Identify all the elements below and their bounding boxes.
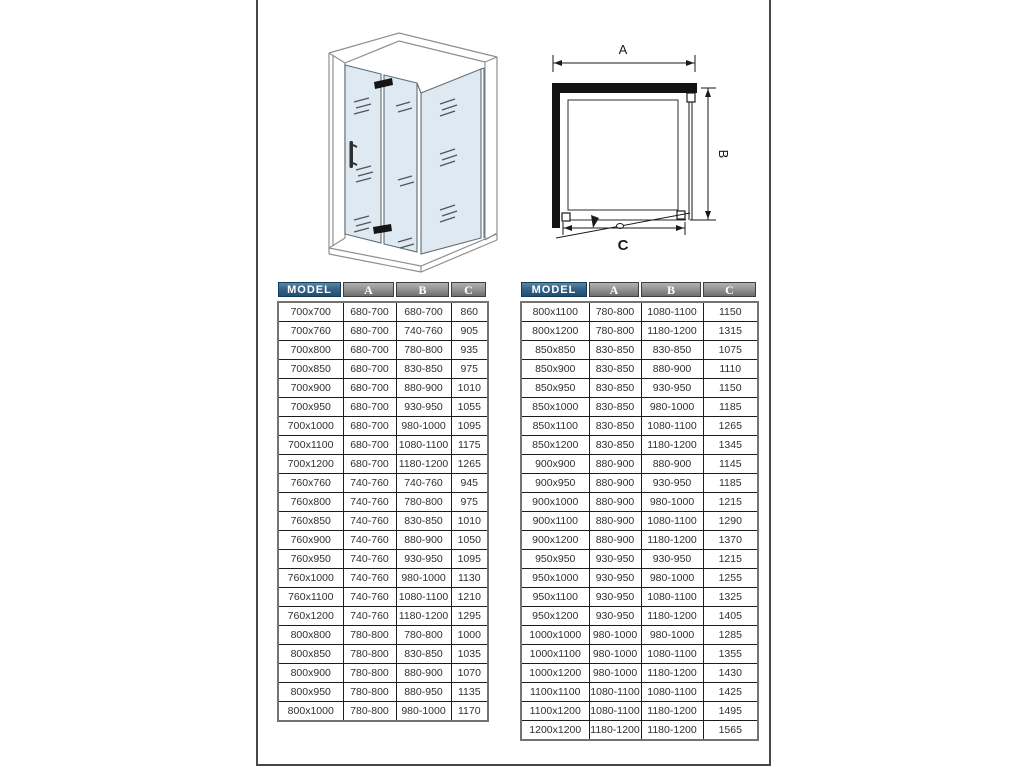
cell-a: 680-700 [343, 341, 396, 360]
cell-b: 1080-1100 [641, 302, 703, 322]
cell-b: 880-900 [396, 531, 451, 550]
cell-c: 1210 [451, 588, 488, 607]
cell-model: 850x900 [521, 360, 589, 379]
cell-b: 880-900 [396, 379, 451, 398]
table-row [278, 341, 488, 360]
cell-model: 760x900 [278, 531, 343, 550]
table-row [521, 322, 758, 341]
cell-c: 1405 [703, 607, 758, 626]
cell-a: 740-760 [343, 607, 396, 626]
column-header-a: A [343, 282, 394, 297]
cell-b: 930-950 [641, 379, 703, 398]
page-border-left [256, 0, 258, 766]
cell-c: 1265 [703, 417, 758, 436]
plan-shower-tray [568, 100, 678, 210]
cell-c: 1010 [451, 379, 488, 398]
cell-a: 880-900 [589, 474, 641, 493]
cell-model: 800x950 [278, 683, 343, 702]
cell-model: 760x950 [278, 550, 343, 569]
cell-model: 700x1200 [278, 455, 343, 474]
table-row [278, 512, 488, 531]
column-header-model: MODEL [521, 282, 587, 297]
table-row [278, 550, 488, 569]
cell-a: 740-760 [343, 550, 396, 569]
cell-a: 680-700 [343, 302, 396, 322]
cell-c: 1095 [451, 417, 488, 436]
table-row [521, 702, 758, 721]
cell-b: 830-850 [396, 360, 451, 379]
table-row [521, 626, 758, 645]
cell-model: 950x950 [521, 550, 589, 569]
cell-model: 700x700 [278, 302, 343, 322]
cell-model: 700x760 [278, 322, 343, 341]
plan-dimension-diagram [535, 28, 770, 263]
table-row [278, 322, 488, 341]
column-header-b: B [396, 282, 449, 297]
cell-model: 1000x1100 [521, 645, 589, 664]
table-row [521, 683, 758, 702]
cell-a: 1080-1100 [589, 702, 641, 721]
cell-a: 830-850 [589, 341, 641, 360]
cell-model: 1000x1000 [521, 626, 589, 645]
cell-model: 800x1000 [278, 702, 343, 722]
cell-a: 780-800 [343, 702, 396, 722]
table-row [278, 474, 488, 493]
spec-table-right [520, 282, 757, 741]
side-glass-panel [421, 69, 481, 254]
cell-a: 830-850 [589, 379, 641, 398]
cell-c: 1145 [703, 455, 758, 474]
cell-b: 1180-1200 [641, 322, 703, 341]
cell-model: 900x1000 [521, 493, 589, 512]
table-row [278, 302, 488, 322]
cell-model: 850x950 [521, 379, 589, 398]
cell-a: 680-700 [343, 322, 396, 341]
cell-a: 1080-1100 [589, 683, 641, 702]
cell-b: 880-900 [641, 455, 703, 474]
cell-c: 1185 [703, 474, 758, 493]
cell-a: 740-760 [343, 569, 396, 588]
plan-top-wall [552, 83, 697, 93]
cell-b: 1180-1200 [641, 664, 703, 683]
cell-c: 1135 [451, 683, 488, 702]
table-row [278, 493, 488, 512]
cell-c: 975 [451, 493, 488, 512]
cell-a: 680-700 [343, 436, 396, 455]
cell-a: 930-950 [589, 607, 641, 626]
isometric-enclosure-diagram [288, 14, 528, 274]
cell-model: 800x850 [278, 645, 343, 664]
cell-a: 930-950 [589, 569, 641, 588]
cell-a: 680-700 [343, 379, 396, 398]
cell-model: 950x1100 [521, 588, 589, 607]
cell-c: 1035 [451, 645, 488, 664]
table-row [521, 512, 758, 531]
table-row [278, 531, 488, 550]
cell-model: 760x1100 [278, 588, 343, 607]
cell-c: 1290 [703, 512, 758, 531]
table-row [278, 455, 488, 474]
cell-c: 1075 [703, 341, 758, 360]
table-row [521, 360, 758, 379]
cell-a: 680-700 [343, 455, 396, 474]
cell-a: 680-700 [343, 417, 396, 436]
cell-c: 1130 [451, 569, 488, 588]
cell-model: 800x900 [278, 664, 343, 683]
cell-a: 880-900 [589, 531, 641, 550]
cell-model: 1100x1200 [521, 702, 589, 721]
table-row [278, 569, 488, 588]
cell-b: 1080-1100 [641, 683, 703, 702]
cell-a: 830-850 [589, 398, 641, 417]
cell-model: 950x1200 [521, 607, 589, 626]
cell-b: 830-850 [396, 645, 451, 664]
cell-a: 740-760 [343, 493, 396, 512]
table-row [521, 455, 758, 474]
cell-c: 1295 [451, 607, 488, 626]
cell-c: 860 [451, 302, 488, 322]
cell-b: 1080-1100 [641, 588, 703, 607]
cell-a: 780-800 [589, 302, 641, 322]
cell-b: 880-900 [641, 360, 703, 379]
cell-b: 980-1000 [396, 417, 451, 436]
table-row [278, 702, 488, 722]
cell-a: 1180-1200 [589, 721, 641, 741]
table-row [521, 721, 758, 741]
table-row [278, 436, 488, 455]
cell-c: 1150 [703, 379, 758, 398]
table-row [278, 607, 488, 626]
cell-b: 780-800 [396, 493, 451, 512]
cell-b: 1080-1100 [396, 436, 451, 455]
cell-c: 935 [451, 341, 488, 360]
cell-c: 1215 [703, 550, 758, 569]
column-header-model: MODEL [278, 282, 341, 297]
cell-a: 740-760 [343, 588, 396, 607]
cell-b: 1080-1100 [641, 512, 703, 531]
plan-left-wall [552, 83, 560, 228]
table-row [521, 569, 758, 588]
cell-b: 930-950 [396, 550, 451, 569]
table-row [521, 493, 758, 512]
cell-model: 700x950 [278, 398, 343, 417]
table-row [521, 436, 758, 455]
cell-b: 880-950 [396, 683, 451, 702]
cell-a: 680-700 [343, 360, 396, 379]
cell-b: 980-1000 [641, 493, 703, 512]
cell-model: 700x1100 [278, 436, 343, 455]
cell-model: 800x1200 [521, 322, 589, 341]
cell-a: 740-760 [343, 474, 396, 493]
table-row [521, 417, 758, 436]
cell-c: 1000 [451, 626, 488, 645]
cell-model: 900x950 [521, 474, 589, 493]
cell-b: 880-900 [396, 664, 451, 683]
cell-model: 1200x1200 [521, 721, 589, 741]
cell-model: 1000x1200 [521, 664, 589, 683]
cell-model: 850x1200 [521, 436, 589, 455]
table-row [278, 645, 488, 664]
cell-model: 760x850 [278, 512, 343, 531]
table-row [278, 683, 488, 702]
cell-b: 780-800 [396, 341, 451, 360]
cell-model: 700x850 [278, 360, 343, 379]
column-header-c: C [451, 282, 486, 297]
cell-a: 830-850 [589, 436, 641, 455]
cell-c: 1370 [703, 531, 758, 550]
cell-model: 700x1000 [278, 417, 343, 436]
table-row [521, 398, 758, 417]
cell-a: 780-800 [343, 645, 396, 664]
door-direction-arrow-icon [591, 215, 599, 228]
column-header-b: B [641, 282, 701, 297]
cell-b: 830-850 [641, 341, 703, 360]
cell-a: 930-950 [589, 550, 641, 569]
cell-b: 980-1000 [641, 398, 703, 417]
cell-a: 740-760 [343, 512, 396, 531]
cell-a: 980-1000 [589, 626, 641, 645]
cell-c: 1110 [703, 360, 758, 379]
table-row [521, 588, 758, 607]
cell-c: 905 [451, 322, 488, 341]
cell-a: 880-900 [589, 512, 641, 531]
cell-b: 930-950 [396, 398, 451, 417]
table-row [278, 360, 488, 379]
table-row [278, 417, 488, 436]
cell-b: 680-700 [396, 302, 451, 322]
cell-c: 1095 [451, 550, 488, 569]
cell-b: 1080-1100 [641, 645, 703, 664]
cell-a: 980-1000 [589, 645, 641, 664]
spec-table-left [277, 282, 487, 722]
table-row [278, 664, 488, 683]
dimension-c-label: C [617, 237, 629, 254]
cell-c: 1315 [703, 322, 758, 341]
table-row [278, 379, 488, 398]
cell-c: 1175 [451, 436, 488, 455]
cell-c: 1070 [451, 664, 488, 683]
table-row [521, 607, 758, 626]
cell-model: 760x800 [278, 493, 343, 512]
column-header-c: C [703, 282, 756, 297]
cell-model: 760x760 [278, 474, 343, 493]
cell-c: 1185 [703, 398, 758, 417]
cell-c: 1055 [451, 398, 488, 417]
table-row [521, 302, 758, 322]
dimension-b [690, 88, 716, 220]
cell-c: 1495 [703, 702, 758, 721]
cell-a: 880-900 [589, 455, 641, 474]
cell-model: 850x850 [521, 341, 589, 360]
cell-c: 1150 [703, 302, 758, 322]
cell-a: 980-1000 [589, 664, 641, 683]
cell-model: 700x800 [278, 341, 343, 360]
cell-c: 1430 [703, 664, 758, 683]
cell-model: 850x1000 [521, 398, 589, 417]
cell-c: 1355 [703, 645, 758, 664]
table-row [521, 531, 758, 550]
cell-c: 1425 [703, 683, 758, 702]
table-row [278, 626, 488, 645]
cell-b: 830-850 [396, 512, 451, 531]
table-row [521, 664, 758, 683]
table-row [521, 645, 758, 664]
cell-a: 880-900 [589, 493, 641, 512]
cell-b: 1180-1200 [641, 436, 703, 455]
cell-a: 830-850 [589, 360, 641, 379]
cell-b: 1180-1200 [641, 531, 703, 550]
cell-c: 1010 [451, 512, 488, 531]
dimension-a-label: A [618, 42, 628, 57]
cell-c: 1265 [451, 455, 488, 474]
cell-c: 1170 [451, 702, 488, 722]
cell-b: 740-760 [396, 474, 451, 493]
cell-b: 980-1000 [641, 569, 703, 588]
table-row [278, 398, 488, 417]
cell-a: 740-760 [343, 531, 396, 550]
cell-c: 975 [451, 360, 488, 379]
cell-a: 830-850 [589, 417, 641, 436]
cell-model: 760x1200 [278, 607, 343, 626]
cell-a: 780-800 [589, 322, 641, 341]
table-row [278, 588, 488, 607]
dimension-b-label: B [716, 149, 731, 159]
cell-b: 780-800 [396, 626, 451, 645]
cell-model: 850x1100 [521, 417, 589, 436]
cell-model: 700x900 [278, 379, 343, 398]
table-row [521, 550, 758, 569]
cell-model: 950x1000 [521, 569, 589, 588]
cell-b: 930-950 [641, 550, 703, 569]
cell-c: 1050 [451, 531, 488, 550]
dimension-a [553, 55, 695, 72]
spec-table-left-header [277, 282, 487, 297]
cell-c: 1565 [703, 721, 758, 741]
cell-b: 1180-1200 [396, 455, 451, 474]
cell-b: 1180-1200 [641, 721, 703, 741]
cell-b: 1180-1200 [396, 607, 451, 626]
cell-c: 1215 [703, 493, 758, 512]
cell-model: 900x900 [521, 455, 589, 474]
page-border-bottom [256, 764, 771, 766]
cell-b: 1180-1200 [641, 702, 703, 721]
cell-c: 1325 [703, 588, 758, 607]
cell-b: 980-1000 [396, 569, 451, 588]
cell-model: 800x1100 [521, 302, 589, 322]
cell-model: 900x1200 [521, 531, 589, 550]
cell-b: 740-760 [396, 322, 451, 341]
table-row [521, 341, 758, 360]
cell-c: 1345 [703, 436, 758, 455]
cell-b: 980-1000 [396, 702, 451, 722]
cell-c: 945 [451, 474, 488, 493]
cell-a: 680-700 [343, 398, 396, 417]
cell-c: 1285 [703, 626, 758, 645]
cell-a: 780-800 [343, 664, 396, 683]
cell-b: 980-1000 [641, 626, 703, 645]
cell-model: 760x1000 [278, 569, 343, 588]
cell-a: 780-800 [343, 626, 396, 645]
table-row [521, 379, 758, 398]
spec-table-right-header [520, 282, 757, 297]
cell-b: 1080-1100 [641, 417, 703, 436]
cell-b: 930-950 [641, 474, 703, 493]
cell-model: 900x1100 [521, 512, 589, 531]
cell-a: 930-950 [589, 588, 641, 607]
cell-c: 1255 [703, 569, 758, 588]
column-header-a: A [589, 282, 639, 297]
cell-a: 780-800 [343, 683, 396, 702]
cell-model: 1100x1100 [521, 683, 589, 702]
cell-model: 800x800 [278, 626, 343, 645]
cell-b: 1180-1200 [641, 607, 703, 626]
cell-b: 1080-1100 [396, 588, 451, 607]
table-row [521, 474, 758, 493]
